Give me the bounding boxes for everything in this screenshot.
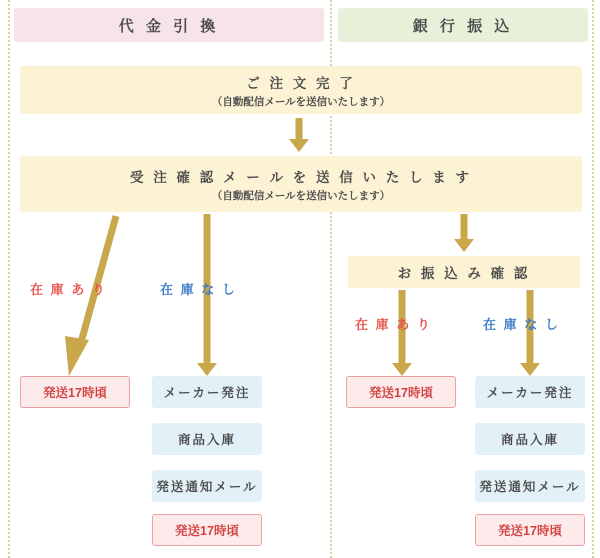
column-header-cash-on-delivery — [14, 8, 324, 42]
node-bank-ship-mail-label: 発送通知メール — [479, 480, 581, 494]
node-cod-ship-mail-label: 発送通知メール — [156, 480, 258, 494]
node-cod-stock-in — [152, 423, 262, 455]
node-cod-in-stock-ship — [20, 376, 130, 408]
node-cod-backorder-ship — [152, 514, 262, 546]
node-order-complete — [20, 66, 582, 114]
arrow-confirm-to-payment — [452, 214, 476, 252]
arrow-bank-out-of-stock — [518, 290, 542, 376]
node-payment-check — [348, 256, 580, 288]
column-header-bank-label: 銀 行 振 込 — [412, 17, 514, 35]
node-payment-check-label: お 振 込 み 確 認 — [397, 266, 531, 281]
node-bank-backorder — [475, 376, 585, 408]
label-bank-out-of-stock: 在 庫 な し — [483, 317, 560, 332]
divider-right — [592, 0, 594, 558]
node-bank-backorder-ship-label: 発送17時頃 — [498, 524, 562, 538]
node-confirmation-mail — [20, 156, 582, 212]
label-bank-in-stock: 在 庫 あ り — [355, 317, 432, 332]
node-bank-in-stock-ship-label: 発送17時頃 — [369, 386, 433, 400]
node-bank-backorder-ship — [475, 514, 585, 546]
node-bank-stock-in — [475, 423, 585, 455]
node-bank-in-stock-ship — [346, 376, 456, 408]
node-confirmation-mail-subtitle: （自動配信メールを送信いたします） — [211, 189, 391, 202]
node-confirmation-mail-title: 受 注 確 認 メ ー ル を 送 信 い た し ま す — [129, 169, 472, 185]
node-order-complete-title: ご 注 文 完 了 — [246, 75, 356, 91]
column-header-cod-label: 代 金 引 換 — [118, 17, 220, 35]
node-bank-ship-mail — [475, 470, 585, 502]
arrow-order-to-confirm — [287, 118, 311, 152]
label-cod-in-stock: 在 庫 あ り — [30, 282, 107, 297]
node-order-complete-subtitle: （自動配信メールを送信いたします） — [211, 95, 391, 108]
divider-left — [8, 0, 10, 558]
arrow-bank-in-stock — [390, 290, 414, 376]
label-cod-out-of-stock: 在 庫 な し — [160, 282, 237, 297]
column-header-bank-transfer — [338, 8, 588, 42]
node-bank-stock-in-label: 商品入庫 — [500, 433, 559, 447]
node-bank-backorder-label: メーカー発注 — [486, 386, 574, 400]
node-cod-backorder-label: メーカー発注 — [163, 386, 251, 400]
node-cod-in-stock-ship-label: 発送17時頃 — [43, 386, 107, 400]
node-cod-backorder-ship-label: 発送17時頃 — [175, 524, 239, 538]
node-cod-ship-mail — [152, 470, 262, 502]
node-cod-stock-in-label: 商品入庫 — [177, 433, 236, 447]
node-cod-backorder — [152, 376, 262, 408]
